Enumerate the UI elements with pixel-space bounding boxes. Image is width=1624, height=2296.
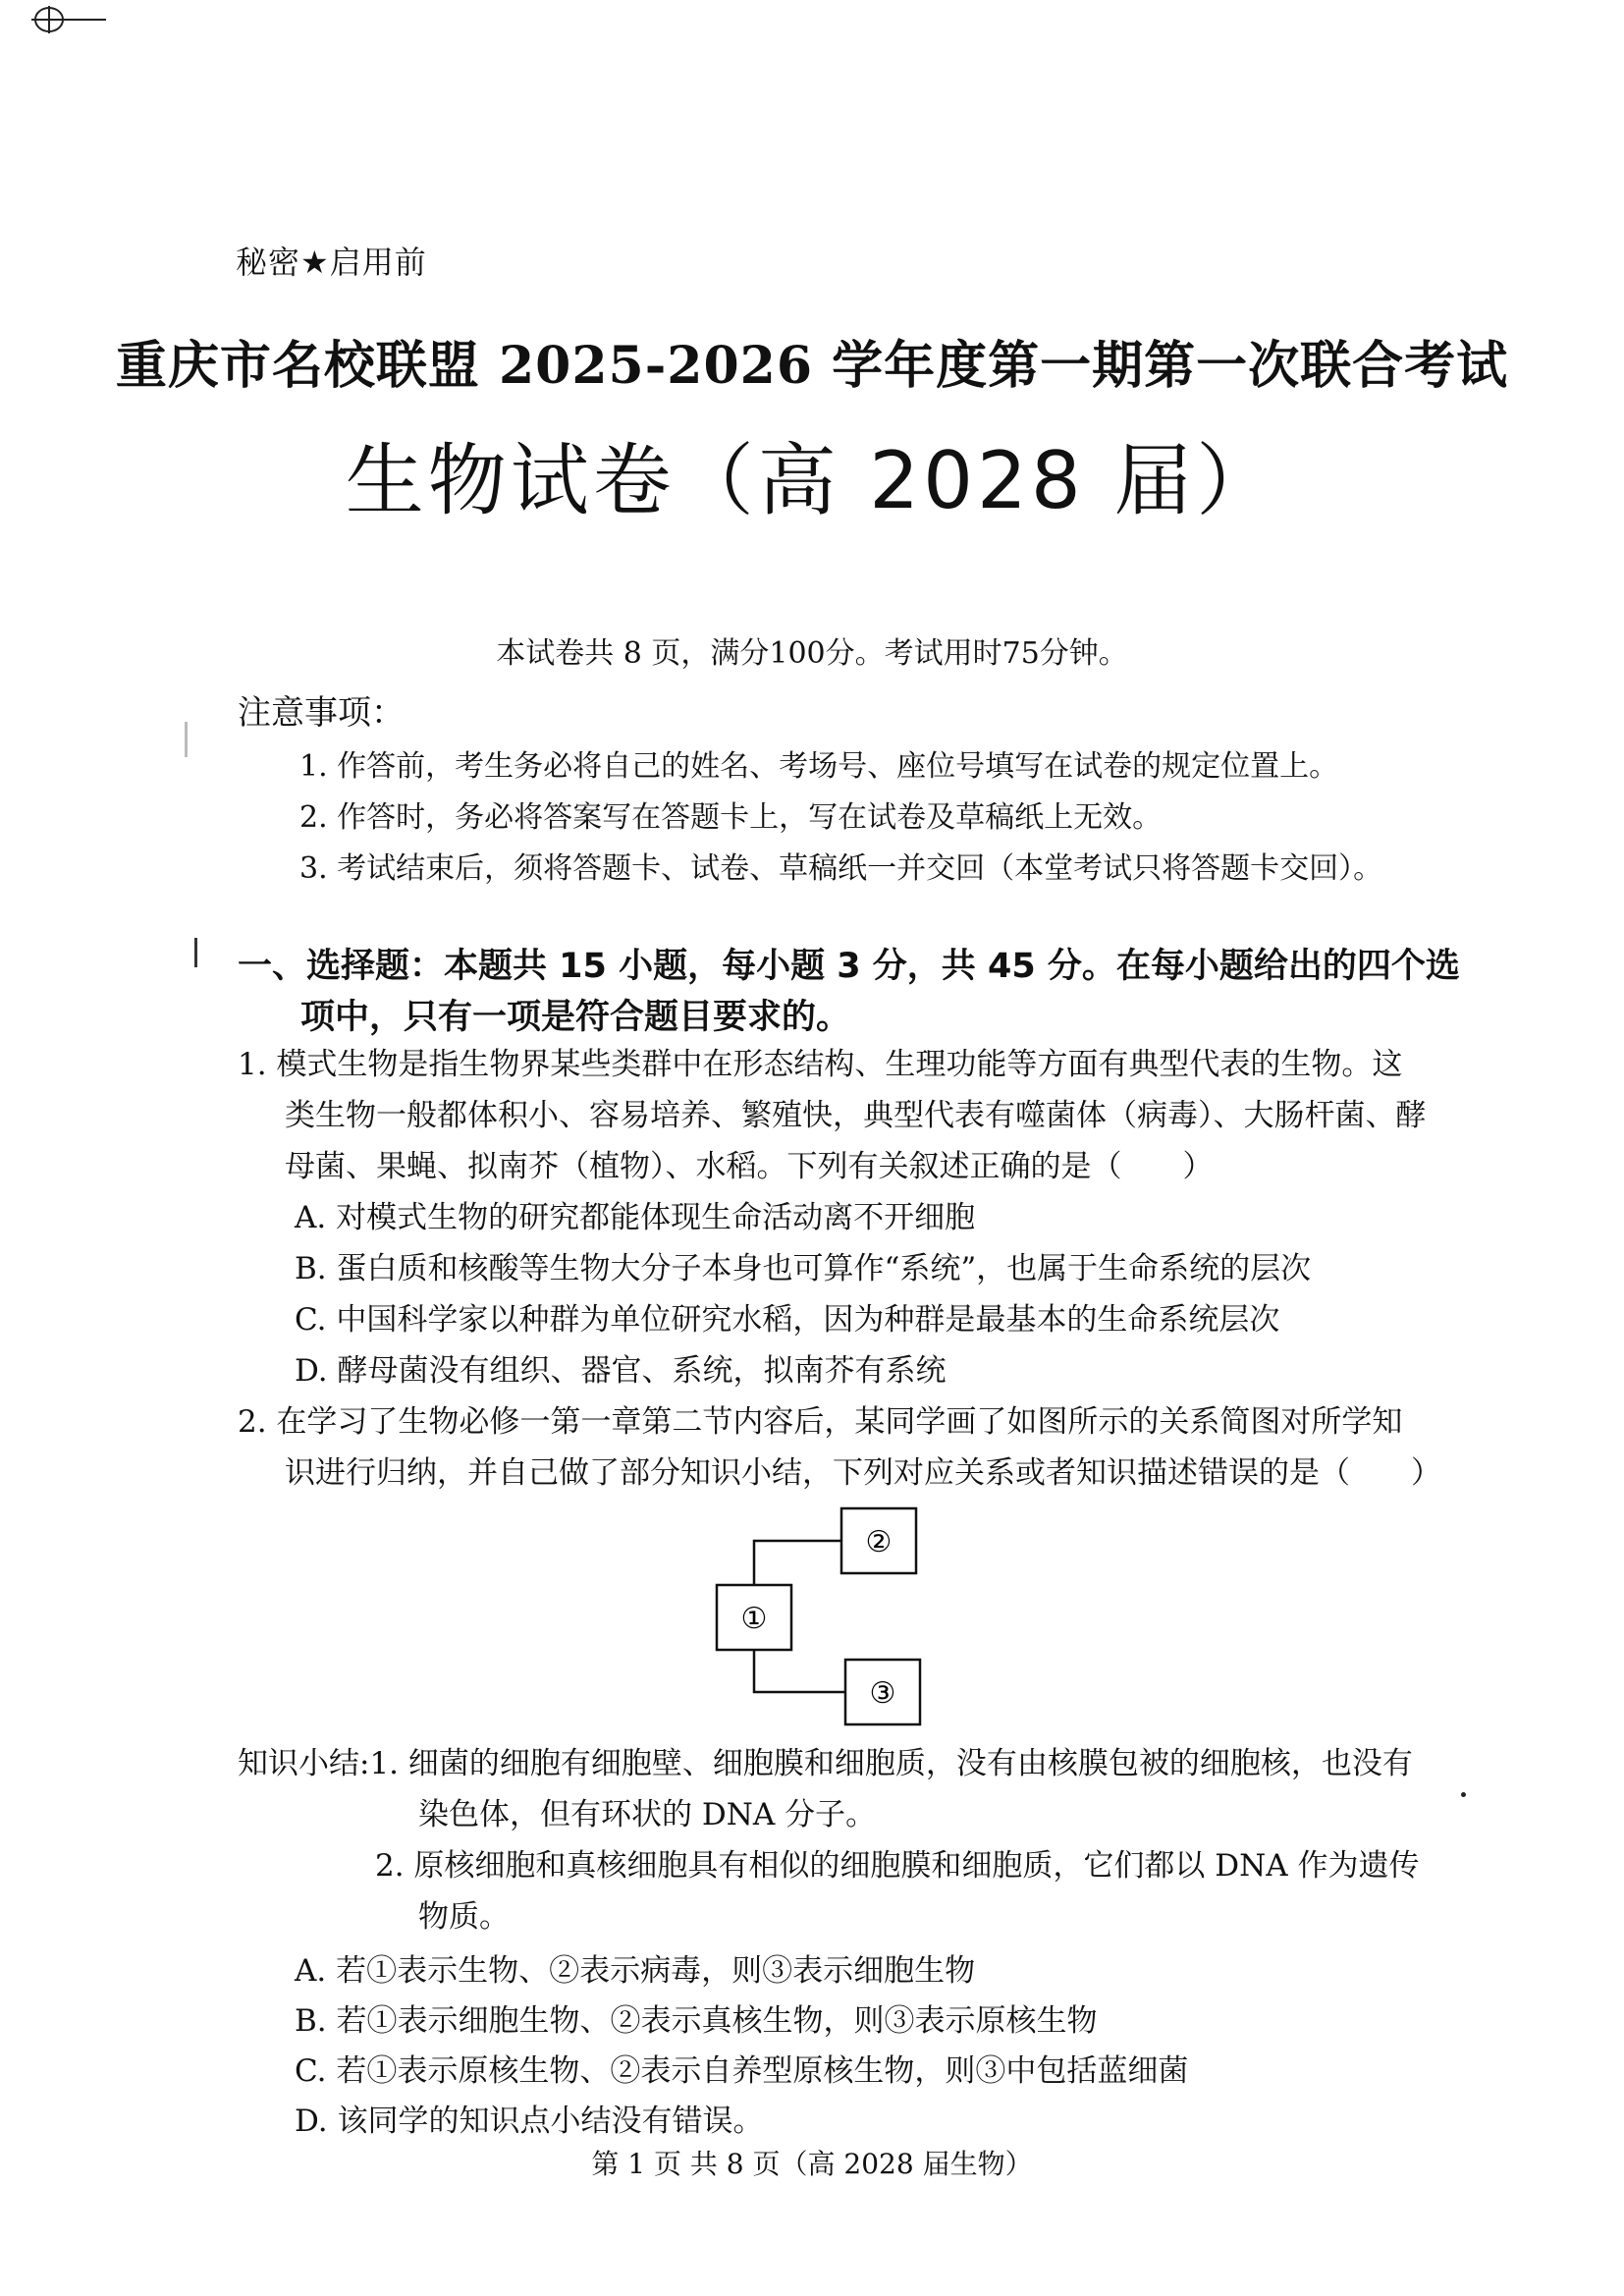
option-b: B. 蛋白质和核酸等生物大分子本身也可算作“系统”，也属于生命系统的层次 [295,1251,1312,1286]
option-a: A. 对模式生物的研究都能体现生命活动离不开细胞 [295,1200,976,1235]
relation-diagram [707,1504,923,1730]
section-header [238,941,1504,1043]
ink-dot [1461,1792,1466,1797]
page-footer: 第 1 页 共 8 页（高 2028 届生物） [591,2148,1033,2180]
exam-info: 本试卷共 8 页，满分100分。考试用时75分钟。 [496,636,1128,671]
confidential-label: 秘密★启用前 [236,244,427,281]
section-header-line: 一、选择题：本题共 15 小题，每小题 3 分，共 45 分。在每小题给出的四个选 [238,947,1460,986]
knowledge-text: 染色体，但有环状的 DNA 分子。 [418,1797,877,1832]
knowledge-label: 知识小结: [238,1746,370,1781]
question-stem-line: 识进行归纳，并自己做了部分知识小结，下列对应关系或者知识描述错误的是（ ） [285,1455,1441,1491]
knowledge-item-2: 2. 原核细胞和真核细胞具有相似的细胞膜和细胞质，它们都以 DNA 作为遗传 [375,1848,1420,1884]
question-2-options [238,1946,1188,2147]
knowledge-summary [238,1738,1514,1942]
option-d: D. 酵母菌没有组织、器官、系统，拟南芥有系统 [295,1353,947,1389]
knowledge-text: 物质。 [418,1899,510,1935]
diagram-label-1: ① [740,1602,768,1636]
question-1 [238,1039,1504,1396]
notice-list [299,741,1382,895]
exam-name: 重庆市名校联盟 2025-2026 学年度第一期第一次联合考试 [115,336,1509,396]
option-d: D. 该同学的知识点小结没有错误。 [295,2104,764,2139]
knowledge-item-1 [238,1738,1514,1789]
binding-mark-icon [29,2,108,37]
scan-edge-mark [194,938,197,967]
notice-item: 3. 考试结束后，须将答题卡、试卷、草稿纸一并交回（本堂考试只将答题卡交回）。 [299,851,1383,886]
paper-title: 生物试卷（高 2028 届） [345,435,1279,526]
diagram-connector-upper [754,1541,841,1585]
knowledge-text: 1. 细菌的细胞有细胞壁、细胞膜和细胞质，没有由核膜包被的细胞核，也没有 [369,1746,1413,1781]
diagram-label-3: ③ [869,1676,896,1711]
question-stem-line: 母菌、果蝇、拟南芥（植物）、水稻。下列有关叙述正确的是（ ） [285,1149,1214,1184]
option-c: C. 若①表示原核生物、②表示自养型原核生物，则③中包括蓝细菌 [295,2053,1189,2089]
question-2 [238,1396,1504,1499]
scan-edge-mark [185,722,188,757]
option-b: B. 若①表示细胞生物、②表示真核生物，则③表示原核生物 [295,2003,1098,2039]
question-stem-line: 1. 模式生物是指生物界某些类群中在形态结构、生理功能等方面有典型代表的生物。这 [238,1047,1403,1082]
question-stem-line: 类生物一般都体积小、容易培养、繁殖快，典型代表有噬菌体（病毒）、大肠杆菌、酵 [285,1098,1427,1133]
notice-title: 注意事项： [238,693,405,733]
option-c: C. 中国科学家以种群为单位研究水稻，因为种群是最基本的生命系统层次 [295,1302,1280,1338]
option-a: A. 若①表示生物、②表示病毒，则③表示细胞生物 [295,1953,976,1989]
question-stem-line: 2. 在学习了生物必修一第一章第二节内容后，某同学画了如图所示的关系简图对所学知 [238,1404,1403,1440]
notice-item: 1. 作答前，考生务必将自己的姓名、考场号、座位号填写在试卷的规定位置上。 [299,749,1339,784]
section-header-line: 项中，只有一项是符合题目要求的。 [300,998,851,1037]
diagram-label-2: ② [865,1525,893,1559]
notice-item: 2. 作答时，务必将答案写在答题卡上，写在试卷及草稿纸上无效。 [299,800,1163,835]
diagram-connector-lower [754,1650,845,1692]
